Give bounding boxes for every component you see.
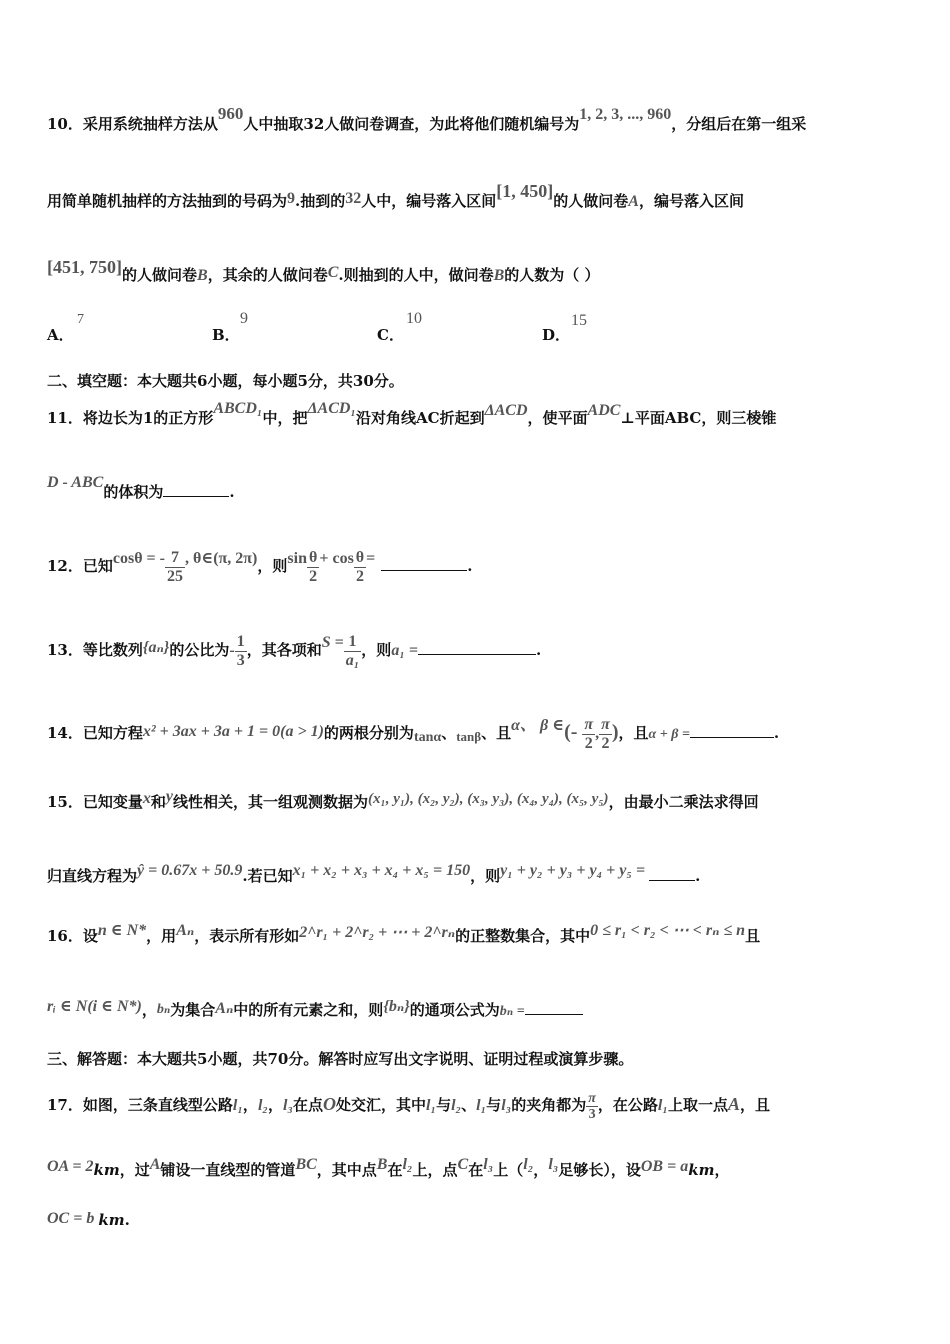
math-960: 960 — [217, 104, 244, 123]
q17-line2: OA = 2km，过A铺设一直线型的管道BC，其中点B在l₂上，点C在l₃上（l₂，l₃足够长），设OB = akm， — [47, 1156, 730, 1179]
math-C: C — [457, 1156, 469, 1173]
option-b-label[interactable]: B． — [212, 326, 240, 344]
math-plus-cos: + cos — [319, 550, 354, 567]
fraction-pi-2: $\frac{\pi}{2}$ — [584, 715, 594, 752]
q15-line1: 15．已知变量x和y线性相关，其一组观测数据为(x₁, y₁), (x₂, y₂), (x₃, y₃), (x₄, y₄), (x₅, y₅)，由最小二乘法求得回 — [47, 788, 759, 811]
math-bn-seq: {bₙ} — [383, 998, 410, 1015]
math-n-in-N: n ∈ N* — [97, 922, 147, 939]
option-d-value: 15 — [571, 312, 587, 329]
q10-line3: [451, 750]的人做问卷B，其余的人做问卷C.则抽到的人中，做问卷B的人数为（ ） — [47, 257, 600, 284]
math-interval-2: [451, 750] — [47, 257, 122, 277]
math-paren-close: ) — [611, 721, 619, 743]
math-A: A — [149, 1156, 161, 1173]
math-l1: l₁ — [476, 1097, 487, 1114]
math-observations: (x₁, y₁), (x₂, y₂), (x₃, y₃), (x₄, y₄), (x₅, y₅) — [368, 791, 609, 807]
math-sum-S: S = — [321, 634, 344, 651]
math-l3: l₃ — [282, 1097, 294, 1114]
section-3-heading: 三、解答题：本大题共5小题，共70分。解答时应写出文字说明、证明过程或演算步骤。 — [47, 1050, 634, 1068]
math-O: O — [323, 1094, 337, 1114]
unit-km: km — [93, 1161, 120, 1179]
answer-blank[interactable] — [381, 556, 467, 571]
math-l1: l₁ — [426, 1097, 437, 1114]
q15-line2: 归直线方程为ŷ = 0.67x + 50.9.若已知x₁ + x₂ + x₃ + x₄ + x₅ = 150，则y₁ + y₂ + y₃ + y₄ + y₅ = . — [47, 862, 701, 885]
q10-line2: 用简单随机抽样的方法抽到的号码为9.抽到的32人中，编号落入区间[1, 450]的人做问卷A，编号落入区间 — [47, 181, 744, 210]
math-sum-y: y₁ + y₂ + y₃ + y₄ + y₅ = — [500, 862, 646, 879]
math-bn: bₙ — [156, 1002, 171, 1017]
math-pyramid: D - ABC — [47, 474, 104, 491]
math-32: 32 — [345, 190, 362, 207]
math-bn-eq: bₙ = — [499, 1004, 525, 1019]
math-ri: rᵢ ∈ N(i ∈ N*) — [47, 998, 142, 1015]
option-a-label[interactable]: A． — [47, 326, 74, 344]
q12-line: 12．已知cosθ = - $\frac{7}{25}$ , θ∈(π, 2π)，则sin $\frac{\theta}{2}$ + cos $\frac{\theta}{2}$ = . — [47, 548, 473, 585]
option-a-value: 7 — [77, 312, 84, 327]
math-l1: l₁ — [657, 1097, 668, 1114]
fraction-7-25: $\frac{7}{25}$ — [167, 548, 183, 585]
math-l2: l₂ — [523, 1156, 534, 1173]
math-triangle-2: ΔACD — [484, 402, 528, 419]
answer-blank[interactable] — [690, 723, 774, 738]
option-b-value: 9 — [240, 310, 248, 327]
unit-km: km — [688, 1161, 715, 1179]
math-OC: OC = b — [47, 1210, 95, 1227]
math-An: Aₙ — [176, 922, 195, 939]
math-r-order: 0 ≤ r₁ < r₂ < ⋯ < rₙ ≤ n — [590, 922, 746, 939]
math-interval-1: [1, 450] — [496, 181, 554, 201]
math-OA: OA = 2 — [47, 1158, 94, 1175]
math-An: Aₙ — [215, 1000, 234, 1017]
math-OB: OB = a — [640, 1158, 689, 1175]
math-l3: l₃ — [501, 1097, 512, 1114]
math-cos: cosθ = - — [112, 550, 165, 567]
math-equals: = — [366, 550, 376, 567]
q10-line1: 10．采用系统抽样方法从960人中抽取32人做问卷调查，为此将他们随机编号为1, 2, 3, ..., 960，分组后在第一组采 — [47, 104, 807, 133]
q11-line2: D - ABC的体积为 . — [47, 474, 235, 501]
math-alpha-beta: α、 β ∈ — [511, 717, 565, 734]
math-sin: sin — [287, 550, 307, 567]
math-A: A — [727, 1094, 740, 1114]
fraction-theta-2: $\frac{\theta}{2}$ — [308, 548, 318, 585]
fraction-theta-2b: $\frac{\theta}{2}$ — [355, 548, 365, 585]
math-y: y — [165, 788, 173, 805]
math-sum-x: x₁ + x₂ + x₃ + x₄ + x₅ = 150 — [292, 862, 471, 879]
math-B: B — [197, 267, 208, 284]
math-tan-beta: tanβ — [456, 729, 482, 744]
math-l2: l₂ — [257, 1097, 268, 1114]
fraction-pi-3: $\frac{\pi}{3}$ — [588, 1090, 596, 1122]
math-B: B — [376, 1156, 388, 1173]
math-9: 9 — [287, 190, 296, 207]
option-d-label[interactable]: D． — [542, 326, 571, 344]
math-regression: ŷ = 0.67x + 50.9 — [137, 862, 243, 879]
math-A: A — [628, 193, 639, 210]
math-paren-open: (- — [564, 721, 583, 743]
answer-blank[interactable] — [418, 640, 536, 655]
math-power-sum: 2^r₁ + 2^r₂ + ⋯ + 2^rₙ — [299, 924, 456, 941]
math-C: C — [327, 264, 339, 281]
math-alpha-plus-beta: α + β = — [648, 727, 690, 742]
fraction-1-a1: $\frac{1}{\text{a₁}}$ — [345, 632, 360, 669]
math-l2: l₂ — [402, 1156, 413, 1173]
math-plane: ADC — [587, 402, 621, 419]
q14-line: 14．已知方程x² + 3ax + 3a + 1 = 0(a > 1)的两根分别为tanα、tanβ、且α、 β ∈(- $\frac{\pi}{2}$ , $\frac{\pi}{2}$ )，且α + β = . — [47, 715, 780, 752]
q16-line2: rᵢ ∈ N(i ∈ N*)，bₙ为集合Aₙ中的所有元素之和，则{bₙ}的通项公式为bₙ = — [47, 1000, 583, 1022]
math-l1: l₁ — [232, 1097, 243, 1114]
math-theta-range: , θ∈(π, 2π) — [185, 550, 258, 567]
math-equation: x² + 3ax + 3a + 1 = 0(a > 1) — [142, 723, 324, 740]
math-a1: a₁ = — [391, 642, 419, 659]
math-minus: - — [229, 642, 235, 659]
math-triangle-1: ΔACD₁ — [307, 400, 356, 417]
section-2-heading: 二、填空题：本大题共6小题，每小题5分，共30分。 — [47, 372, 404, 390]
math-square: ABCD₁ — [213, 400, 263, 417]
fraction-pi-2b: $\frac{\pi}{2}$ — [601, 715, 610, 752]
option-c-value: 10 — [406, 310, 422, 327]
q17-line3: OC = b km. — [47, 1210, 130, 1229]
math-l3: l₃ — [548, 1156, 559, 1173]
unit-km: km — [98, 1211, 125, 1229]
math-l2: l₂ — [451, 1097, 462, 1114]
q17-line1: 17．如图，三条直线型公路l₁，l₂，l₃在点O处交汇，其中l₁与l₂、l₁与l₃的夹角都为 $\frac{\pi}{3}$ ，在公路l₁上取一点A，且 — [47, 1090, 770, 1122]
answer-blank[interactable] — [163, 482, 229, 497]
fraction-1-3: $\frac{1}{3}$ — [236, 632, 245, 669]
math-sequence-an: {aₙ} — [142, 639, 170, 656]
q13-line: 13．等比数列{aₙ}的公比为- $\frac{1}{3}$ ，其各项和S = $\frac{1}{\text{a₁}}$ ，则a₁ = . — [47, 632, 542, 669]
math-BC: BC — [295, 1156, 317, 1173]
math-sequence: 1, 2, 3, ..., 960 — [579, 106, 672, 123]
q16-line1: 16．设n ∈ N*，用Aₙ，表示所有形如2^r₁ + 2^r₂ + ⋯ + 2^rₙ的正整数集合，其中0 ≤ r₁ < r₂ < ⋯ < rₙ ≤ n且 — [47, 922, 761, 945]
q11-line1: 11．将边长为1的正方形ABCD₁中，把ΔACD₁沿对角线AC折起到ΔACD，使平面ADC⊥平面ABC，则三棱锥 — [47, 400, 777, 427]
option-c-label[interactable]: C． — [377, 326, 404, 344]
answer-blank[interactable] — [525, 1000, 583, 1015]
math-l3: l₃ — [483, 1156, 494, 1173]
math-x: x — [142, 790, 151, 807]
math-tan-alpha: tanα — [413, 730, 442, 745]
math-B: B — [493, 267, 505, 284]
math-comma: , — [595, 725, 600, 742]
answer-blank[interactable] — [649, 866, 695, 881]
